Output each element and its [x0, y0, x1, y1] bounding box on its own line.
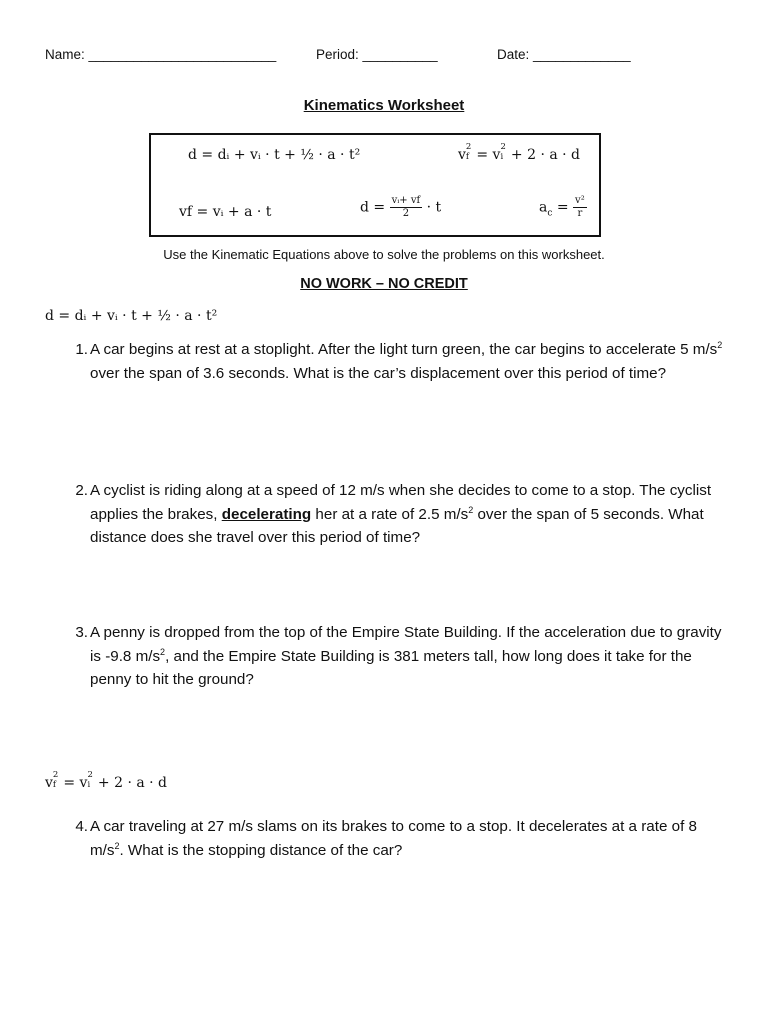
section-equation-velocity-squared: v 2 f = v 2 i + 2 · a · d	[45, 770, 168, 791]
problem-2: 2. A cyclist is riding along at a speed of 12 m/s when she decides to come to a stop. The cyclist applies the brakes, decelerating her at a rate of 2.5 $m/s^2$ over the span of 5 seconds. What distance does she travel over this period of time?	[75, 482, 712, 546]
equation-velocity-squared: v 2 f = v 2 i + 2 · a · d	[458, 142, 581, 163]
date-field[interactable]	[497, 47, 631, 62]
equation-final-velocity: vf = vᵢ + a · t	[179, 204, 272, 220]
equation-centripetal: $a_c$ = $\frac{\text{v²}}{r}$	[539, 195, 585, 219]
equation-displacement: d = dᵢ + vᵢ · t + ½ · a · t²	[188, 147, 361, 163]
name-field[interactable]	[45, 47, 276, 62]
problem-3: 3. A penny is dropped from the top of the Empire State Building. If the acceleration due to gravity is -9.8 $m/s^2$, and the Empire State Building is 381 meters tall, how long does it take for the penny to hit the ground?	[75, 624, 722, 688]
period-blank[interactable]: __________	[362, 47, 438, 62]
period-label: Period:	[316, 47, 359, 62]
date-blank[interactable]: _____________	[533, 47, 631, 62]
problem-4: 4. A car traveling at 27 m/s slams on its brakes to come to a stop. It decelerates at a rate of 8 $m/s^2$. What is the stopping distance of the car?	[75, 818, 697, 859]
name-label: Name:	[45, 47, 85, 62]
section-equation-displacement: d = dᵢ + vᵢ · t + ½ · a · t²	[45, 308, 218, 324]
instructions: Use the Kinematic Equations above to solve the problems on this worksheet.	[163, 247, 605, 262]
problem-1: 1. A car begins at rest at a stoplight. After the light turn green, the car begins to accelerate 5 $m/s^2$ over the span of 3.6 seconds. What is the car’s displacement over this period of time?	[75, 339, 723, 382]
name-blank[interactable]: _________________________	[88, 47, 277, 62]
date-label: Date:	[497, 47, 530, 62]
worksheet-title: Kinematics Worksheet	[303, 97, 465, 114]
no-work-warning: NO WORK – NO CREDIT	[300, 276, 468, 292]
period-field[interactable]	[316, 47, 438, 62]
equation-average-velocity: d = $\frac{\text{vᵢ+ vf}}{2}$ · t	[360, 195, 442, 219]
decelerating-term: decelerating	[221, 505, 312, 523]
